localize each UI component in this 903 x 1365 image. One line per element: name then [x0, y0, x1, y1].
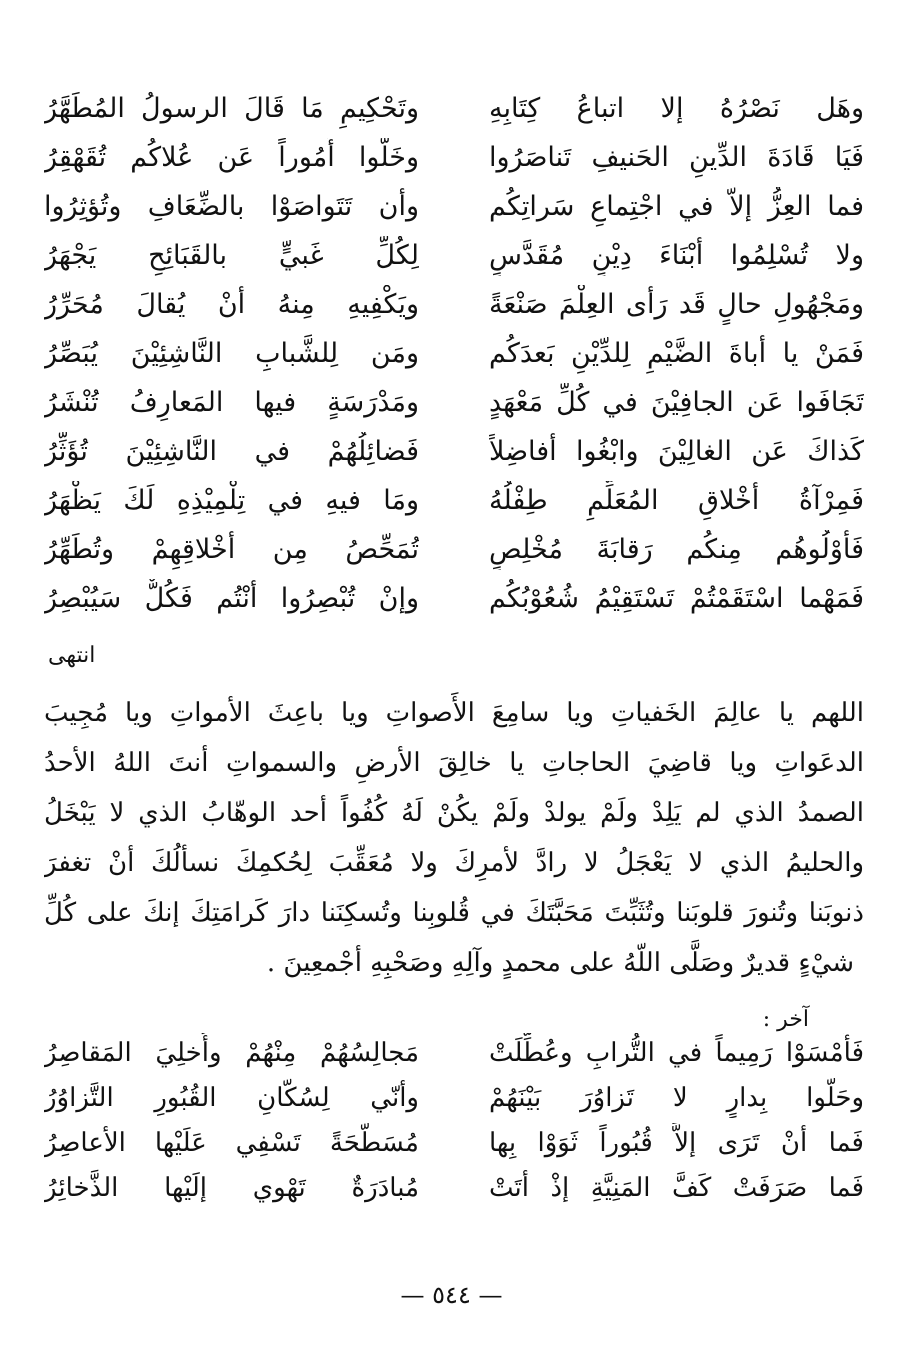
- verse: [44, 1075, 864, 1120]
- hemistich-left: مُسَطَّحَةً تَسْفِي عَلَيْها الأعاصِرُ: [44, 1127, 419, 1158]
- prayer-line: الصمدُ الذي لم يَلِدْ ولَمْ يولدْ ولَمْ يكُنْ لَهُ كُفُواً أحد الوهّابُ الذي لا يَبْخَلُ: [44, 798, 864, 828]
- hemistich-left: فَضائِلُهُمْ في النَّاشِئِيْنَ تُؤَثِّرُ: [44, 435, 419, 467]
- hemistich-right: فَمَهْما اسْتَقَمْتُمْ تَسْتَقِيْمُ شُعُوْبُكُم: [489, 582, 864, 614]
- hemistich-right: فَيَا قَادَةَ الدِّينِ الحَنيفِ تَناصَرُوا: [489, 141, 864, 173]
- hemistich-right: فَأَوْلُوهُم مِنكُم رَقابَةَ مُخْلِصٍ: [489, 533, 864, 565]
- hemistich-right: وهَل نَصْرُهُ إلا اتباعُ كِتَابِهِ: [489, 92, 864, 124]
- prayer-line: اللهم يا عالِمَ الخَفياتِ ويا سامِعَ الأَصواتِ ويا باعِثَ الأمواتِ ويا مُجِيبَ: [44, 698, 864, 728]
- hemistich-left: وخَلُّوا أُمُوراً عَن عُلاكُم تُقَهْقِرُ: [44, 141, 419, 173]
- verse: [44, 1120, 864, 1165]
- page-number: — ٥٤٤ —: [400, 1281, 503, 1309]
- hemistich-right: فَما صَرَفَتْ كَفَّ المَنِيَّةِ إذْ أتَتْ: [489, 1172, 864, 1203]
- hemistich-left: ومَن لِلشَّبابِ النَّاشِئِيْنَ يُبَصِّرُ: [44, 337, 419, 369]
- hemistich-left: ومَا فيهِ في تِلْمِيْذِهِ لَكَ يَظْهَرُ: [44, 484, 419, 516]
- hemistich-left: وأن تَتَواصَوْا بالضِّعَافِ وتُؤثِرُوا: [44, 190, 419, 222]
- verse: [44, 427, 864, 476]
- hemistich-left: ويَكْفِيهِ مِنهُ أنْ يُقالَ مُحَرِّرُ: [44, 288, 419, 320]
- hemistich-right: فَما أنْ تَرَى إلاَّ قُبُوراً ثَوَوْا بِها: [489, 1127, 864, 1158]
- hemistich-right: ولا تُسْلِمُوا أَبْنَاءَ دِيْنٍ مُقَدَّسٍ: [489, 239, 864, 271]
- prayer-line: والحليمُ الذي لا يَعْجَلُ لا رادَّ لأمرِكَ ولا مُعَقِّبَ لِحُكمِكَ نسألُكَ أنْ تغفرَ: [44, 848, 864, 878]
- hemistich-right: تَجَافَوا عَن الجافِيْنَ في كُلِّ مَعْهَدٍ: [489, 386, 864, 418]
- verse: [44, 84, 864, 133]
- hemistich-left: وأنّي لِسُكّانِ القُبُورِ التَّزاوُرُ: [44, 1082, 419, 1113]
- verse: [44, 280, 864, 329]
- hemistich-left: وإنْ تُبْصِرُوا أنْتُم فَكُلٌّ سَيُبْصِرُ: [44, 582, 419, 614]
- prayer-line: الدعَواتِ ويا قاضِيَ الحاجاتِ يا خالِقَ الأرضِ والسمواتِ أنتَ اللهُ الأحدُ: [44, 748, 864, 778]
- hemistich-left: مُبادَرَةٌ تَهْوي إلَيْها الذَّخائِرُ: [44, 1172, 419, 1203]
- verse: [44, 525, 864, 574]
- hemistich-right: كَذاكَ عَن الغالِيْنَ وابْغُوا أفاضِلاً: [489, 435, 864, 467]
- hemistich-right: فَمَنْ يا أباةَ الضَّيْمِ لِلدِّيْنِ بَعدَكُم: [489, 337, 864, 369]
- hemistich-right: ومَجْهُولِ حالٍ قَد رَأى العِلْمَ صَنْعَةً: [489, 288, 864, 320]
- end-mark: انتهى: [48, 643, 96, 668]
- verse: [44, 378, 864, 427]
- prayer-paragraph: [44, 688, 864, 988]
- other-poem-label: آخر :: [762, 1007, 809, 1032]
- hemistich-right: وحَلُّوا بِدارٍ لا تَزاوُرَ بَيْنَهُمْ: [489, 1082, 864, 1113]
- hemistich-left: لِكُلِّ غَبيٍّ بالقَبَائِحِ يَجْهَرُ: [44, 239, 419, 271]
- verse: [44, 182, 864, 231]
- prayer-line: شيْءٍ قديرٌ وصَلَّى اللّهُ على محمدٍ وآلِهِ وصَحْبِهِ أجْمعِينَ .: [266, 948, 854, 978]
- hemistich-right: فَمِرْآةُ أخْلاقِ المُعَلِّمِ طِفْلُهُ: [489, 484, 864, 516]
- verse: [44, 231, 864, 280]
- hemistich-left: ومَدْرَسَةٍ فيها المَعارِفُ تُنْشَرُ: [44, 386, 419, 418]
- hemistich-right: فما العِزُّ إلاَّ في اجْتِماعِ سَراتِكُم: [489, 190, 864, 222]
- verse: [44, 1030, 864, 1075]
- hemistich-left: مَجالِسُهُمْ مِنْهُمْ وأُخلِيَ المَقاصِرُ: [44, 1037, 419, 1068]
- verse: [44, 133, 864, 182]
- verse: [44, 1165, 864, 1210]
- poem-top: [44, 84, 864, 623]
- verse: [44, 476, 864, 525]
- verse: [44, 329, 864, 378]
- hemistich-left: تُمَحِّصُ مِن أخْلاقِهِمْ وتُطَهِّرُ: [44, 533, 419, 565]
- hemistich-left: وتَحْكِيمِ مَا قَالَ الرسولُ المُطَهَّرُ: [44, 92, 419, 124]
- verse: [44, 574, 864, 623]
- poem-bottom: [44, 1030, 864, 1210]
- prayer-line: ذنوبَنا وتُنورَ قلوبَنا وتُثَبِّتَ مَحَبَّتَكَ في قُلوبِنا وتُسكِنَنا دارَ كَرامَتِكَ إنكَ على كُلِّ: [44, 898, 864, 928]
- hemistich-right: فَأَمْسَوْا رَمِيماً في التُّرابِ وعُطِّلَتْ: [489, 1037, 864, 1068]
